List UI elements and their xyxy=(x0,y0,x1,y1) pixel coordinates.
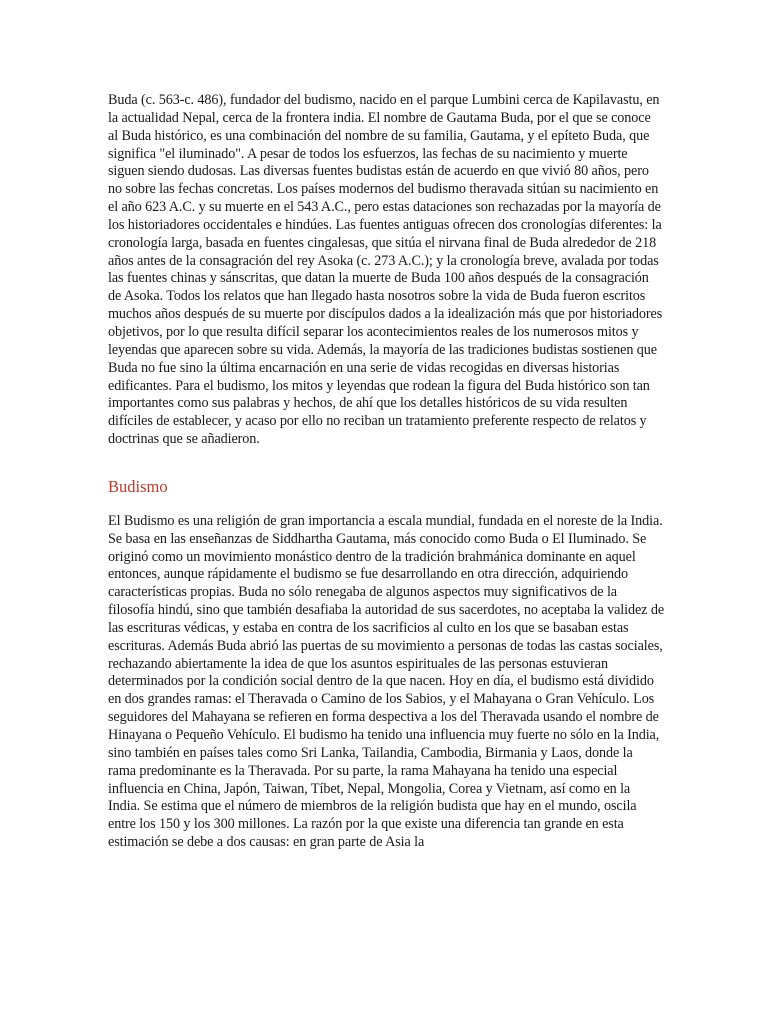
intro-paragraph: Buda (c. 563-c. 486), fundador del budismo, nacido en el parque Lumbini cerca de Kapilavastu, en la actualidad Nepal, cerca de la frontera india. El nombre de Gautama Buda, por el que se conoce al Buda histórico, es una combinación del nombre de su familia, Gautama, y el epíteto Buda, que significa "el iluminado". A pesar de todos los esfuerzos, las fechas de su nacimiento y muerte siguen siendo dudosas. Las diversas fuentes budistas están de acuerdo en que vivió 80 años, pero no sobre las fechas concretas. Los países modernos del budismo theravada sitúan su nacimiento en el año 623 A.C. y su muerte en el 543 A.C., pero estas dataciones son rechazadas por la mayoría de los historiadores occidentales e hindúes. Las fuentes antiguas ofrecen dos cronologías diferentes: la cronología larga, basada en fuentes cingalesas, que sitúa el nirvana final de Buda alrededor de 218 años antes de la consagración del rey Asoka (c. 273 A.C.); y la cronología breve, avalada por todas las fuentes chinas y sánscritas, que datan la muerte de Buda 100 años después de la consagración de Asoka. Todos los relatos que han llegado hasta nosotros sobre la vida de Buda fueron escritos muchos años después de su muerte por discípulos dados a la idealización más que por historiadores objetivos, por lo que resulta difícil separar los acontecimientos reales de los numerosos mitos y leyendas que aparecen sobre su vida. Además, la mayoría de las tradiciones budistas sostienen que Buda no fue sino la última encarnación en una serie de vidas recogidas en diversas historias edificantes. Para el budismo, los mitos y leyendas que rodean la figura del Buda histórico son tan importantes como sus palabras y hechos, de ahí que los detalles históricos de su vida resulten difíciles de establecer, y acaso por ello no reciban un tratamiento preferente respecto de relatos y doctrinas que se añadieron. xyxy=(108,92,663,448)
section-paragraph: El Budismo es una religión de gran importancia a escala mundial, fundada en el noreste de la India. Se basa en las enseñanzas de Siddhartha Gautama, más conocido como Buda o El Iluminado. Se originó como un movimiento monástico dentro de la tradición brahmánica dominante en aquel entonces, aunque rápidamente el budismo se fue desarrollando en otra dirección, adquiriendo características propias. Buda no sólo renegaba de algunos aspectos muy significativos de la filosofía hindú, sino que también desafiaba la autoridad de sus sacerdotes, no aceptaba la validez de las escrituras védicas, y estaba en contra de los sacrificios al culto en los que se basaban estas escrituras. Además Buda abrió las puertas de su movimiento a personas de todas las castas sociales, rechazando abiertamente la idea de que los asuntos espirituales de las personas estuvieran determinados por la condición social dentro de la que nacen. Hoy en día, el budismo está dividido en dos grandes ramas: el Theravada o Camino de los Sabios, y el Mahayana o Gran Vehículo. Los seguidores del Mahayana se refieren en forma despectiva a los del Theravada usando el nombre de Hinayana o Pequeño Vehículo. El budismo ha tenido una influencia muy fuerte no sólo en la India, sino también en países tales como Sri Lanka, Tailandia, Cambodia, Birmania y Laos, donde la rama predominante es la Theravada. Por su parte, la rama Mahayana ha tenido una especial influencia en China, Japón, Taiwan, Tíbet, Nepal, Mongolia, Corea y Vietnam, así como en la India. Se estima que el número de miembros de la religión budista que hay en el mundo, oscila entre los 150 y los 300 millones. La razón por la que existe una diferencia tan grande en esta estimación se debe a dos causas: en gran parte de Asia la xyxy=(108,512,665,851)
section-heading: Budismo xyxy=(108,476,168,496)
document-page xyxy=(108,92,664,852)
